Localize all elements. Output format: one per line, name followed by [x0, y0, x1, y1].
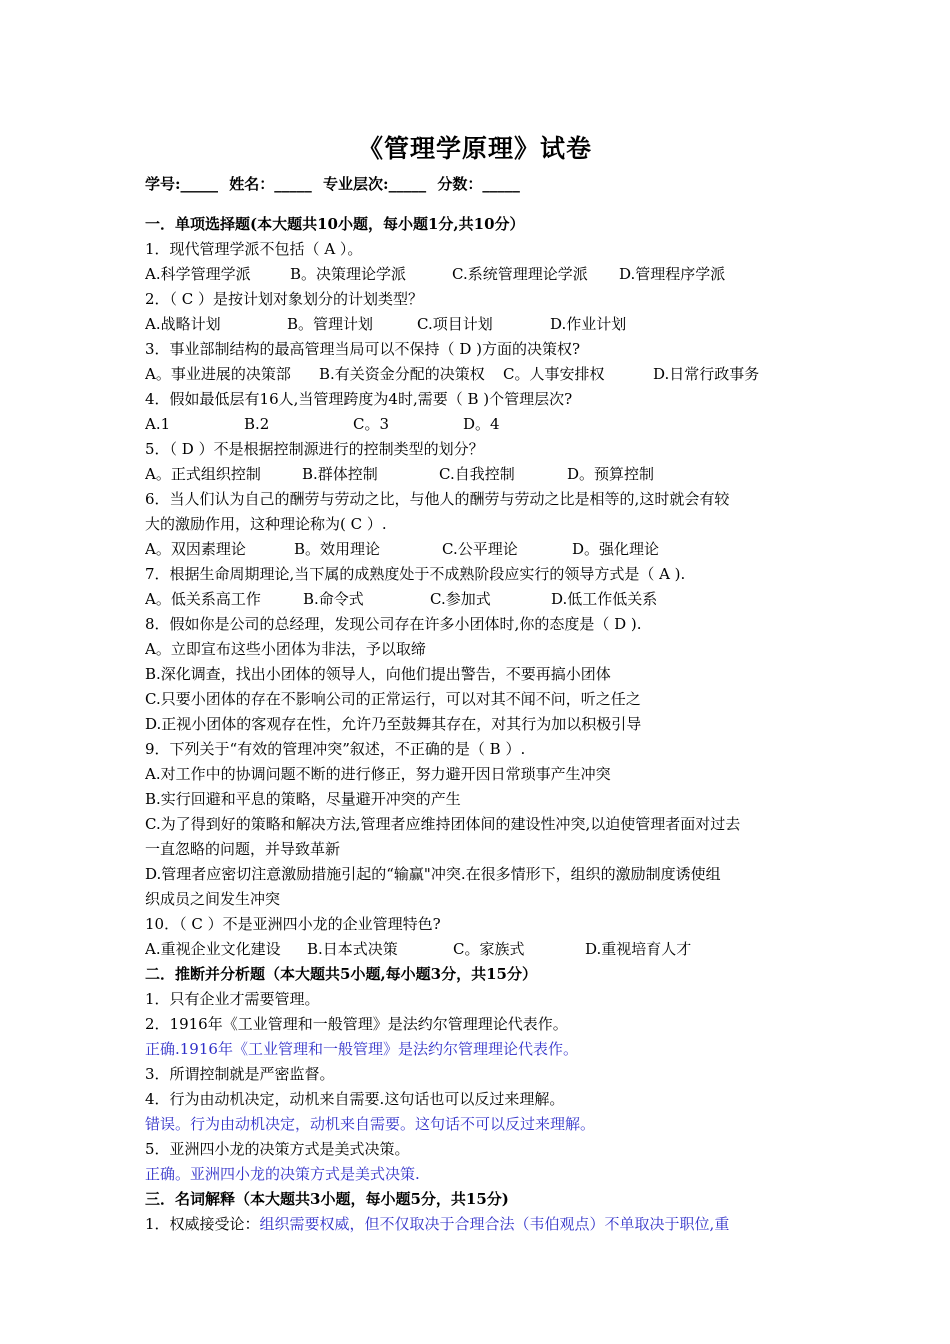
statement: 2．1916年《工业管理和一般管理》是法约尔管理理论代表作。 [145, 1015, 568, 1033]
option-d: D。4 [463, 415, 500, 433]
term-label: 1．权威接受论： [145, 1215, 260, 1233]
statement: 4．行为由动机决定，动机来自需要.这句话也可以反过来理解。 [145, 1090, 565, 1108]
option-c: C.系统管理理论学派 [452, 265, 588, 283]
option-d: D.管理程序学派 [619, 265, 726, 283]
exam-body [145, 212, 810, 1237]
option-b: B。决策理论学派 [290, 265, 407, 283]
score-field: 分数：_____ [437, 175, 520, 193]
term-definition [145, 1212, 810, 1237]
option-row [145, 362, 810, 387]
option-c: C.参加式 [430, 590, 491, 608]
statement: 5．亚洲四小龙的决策方式是美式决策。 [145, 1140, 410, 1158]
question-stem: 5．（ D ）不是根据控制源进行的控制类型的划分？ [145, 440, 484, 458]
student-id-field: 学号:_____ [145, 175, 219, 193]
option-c-continued: 一直忽略的问题，并导致革新 [145, 840, 341, 858]
option-a: A.对工作中的协调问题不断的进行修正，努力避开因日常琐事产生冲突 [145, 765, 611, 783]
option-b: B.日本式决策 [307, 940, 398, 958]
option-d: D.低工作低关系 [551, 590, 658, 608]
option-a: A。低关系高工作 [145, 590, 261, 608]
answer-text: 组织需要权威，但不仅取决于合理合法（韦伯观点）不单取决于职位,重 [259, 1215, 730, 1233]
option-d: D.作业计划 [550, 315, 627, 333]
statement: 1．只有企业才需要管理。 [145, 990, 320, 1008]
option-d: D.日常行政事务 [653, 365, 760, 383]
option-b: B.2 [244, 415, 270, 433]
question-stem: 4．假如最低层有16人,当管理跨度为4时,需要（ B )个管理层次? [145, 390, 573, 408]
option-d: D。预算控制 [567, 465, 655, 483]
page-title: 《管理学原理》试卷 [357, 134, 592, 163]
option-c: C.公平理论 [442, 540, 518, 558]
option-d: D.重视培育人才 [585, 940, 692, 958]
option-row [145, 587, 810, 612]
option-a: A。双因素理论 [145, 540, 246, 558]
section-heading: 一．单项选择题(本大题共10小题，每小题1分,共10分） [145, 215, 525, 233]
major-level-field: 专业层次:_____ [323, 175, 427, 193]
option-b: B.深化调查，找出小团体的领导人，向他们提出警告，不要再搞小团体 [145, 665, 611, 683]
option-b: B。管理计划 [287, 315, 374, 333]
section-heading: 三．名词解释（本大题共3小题，每小题5分，共15分) [145, 1190, 509, 1208]
answer-text: 正确。亚洲四小龙的决策方式是美式决策. [145, 1165, 420, 1183]
option-d: D.管理者应密切注意激励措施引起的“输赢"冲突.在很多情形下，组织的激励制度诱使组 [145, 865, 721, 883]
option-row [145, 937, 810, 962]
option-c: C.项目计划 [417, 315, 493, 333]
option-d: D。强化理论 [572, 540, 660, 558]
statement: 3．所谓控制就是严密监督。 [145, 1065, 335, 1083]
answer-text: 正确.1916年《工业管理和一般管理》是法约尔管理理论代表作。 [145, 1040, 578, 1058]
option-row [145, 312, 810, 337]
option-a: A.1 [145, 415, 171, 433]
question-stem: 6．当人们认为自己的酬劳与劳动之比，与他人的酬劳与劳动之比是相等的,这时就会有较 [145, 490, 730, 508]
option-row [145, 262, 810, 287]
option-c: C.只要小团体的存在不影响公司的正常运行，可以对其不闻不问，听之任之 [145, 690, 641, 708]
option-d-continued: 织成员之间发生冲突 [145, 890, 281, 908]
option-a: A.重视企业文化建设 [145, 940, 281, 958]
student-info-line [145, 173, 526, 194]
option-b: B。效用理论 [294, 540, 381, 558]
question-stem: 1．现代管理学派不包括（ A ）。 [145, 240, 363, 258]
option-a: A.科学管理学派 [145, 265, 251, 283]
option-a: A。事业进展的决策部 [145, 365, 291, 383]
question-stem: 3．事业部制结构的最高管理当局可以不保持（ D )方面的决策权? [145, 340, 581, 358]
option-c: C。3 [353, 415, 390, 433]
option-a: A。正式组织控制 [145, 465, 261, 483]
question-stem: 9．下列关于“有效的管理冲突”叙述，不正确的是（ B ）. [145, 740, 526, 758]
option-a: A。立即宣布这些小团体为非法，予以取缔 [145, 640, 426, 658]
question-stem: 10．（ C ）不是亚洲四小龙的企业管理特色? [145, 915, 441, 933]
option-row [145, 412, 810, 437]
option-c: C。人事安排权 [503, 365, 605, 383]
option-b: B.群体控制 [302, 465, 378, 483]
answer-text: 错误。行为由动机决定，动机来自需要。这句话不可以反过来理解。 [145, 1115, 596, 1133]
question-stem: 8．假如你是公司的总经理，发现公司存在许多小团体时,你的态度是（ D ). [145, 615, 642, 633]
name-field: 姓名：_____ [229, 175, 312, 193]
question-stem: 2．（ C ）是按计划对象划分的计划类型？ [145, 290, 424, 308]
option-row [145, 537, 810, 562]
option-c: C.为了得到好的策略和解决方法,管理者应维持团体间的建设性冲突,以迫使管理者面对过去 [145, 815, 741, 833]
question-stem: 7．根据生命周期理论,当下属的成熟度处于不成熟阶段应实行的领导方式是（ A ). [145, 565, 686, 583]
option-a: A.战略计划 [145, 315, 221, 333]
section-heading: 二．推断并分析题（本大题共5小题,每小题3分，共15分） [145, 965, 537, 983]
option-c: C。家族式 [453, 940, 525, 958]
option-d: D.正视小团体的客观存在性，允许乃至鼓舞其存在，对其行为加以积极引导 [145, 715, 642, 733]
option-b: B.有关资金分配的决策权 [319, 365, 485, 383]
option-b: B.命令式 [303, 590, 364, 608]
option-b: B.实行回避和平息的策略，尽量避开冲突的产生 [145, 790, 461, 808]
option-c: C.自我控制 [439, 465, 515, 483]
option-row [145, 462, 810, 487]
question-stem-continued: 大的激励作用，这种理论称为( C ）. [145, 515, 387, 533]
